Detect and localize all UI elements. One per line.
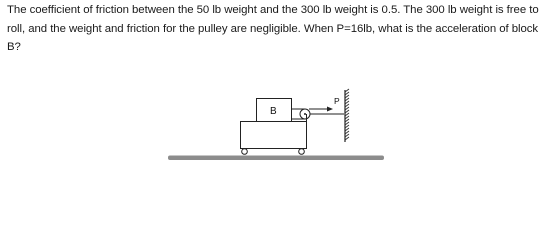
cart-wheel-right (299, 149, 305, 155)
ground (168, 156, 384, 161)
force-p-label: P (334, 96, 340, 106)
cart-300lb (241, 122, 307, 149)
problem-statement: The coefficient of friction between the 50 lb weight and the 300 lb weight is 0.5. The 300 lb weight is free to roll, and the weight and friction for the pulley are negligible. When P=16lb, what is the acceleration of block B? (7, 4, 539, 53)
pulley-axle (304, 113, 306, 115)
cart-wheel-left (242, 149, 248, 155)
force-p-arrowhead (327, 107, 333, 112)
block-b-label: B (270, 106, 277, 117)
